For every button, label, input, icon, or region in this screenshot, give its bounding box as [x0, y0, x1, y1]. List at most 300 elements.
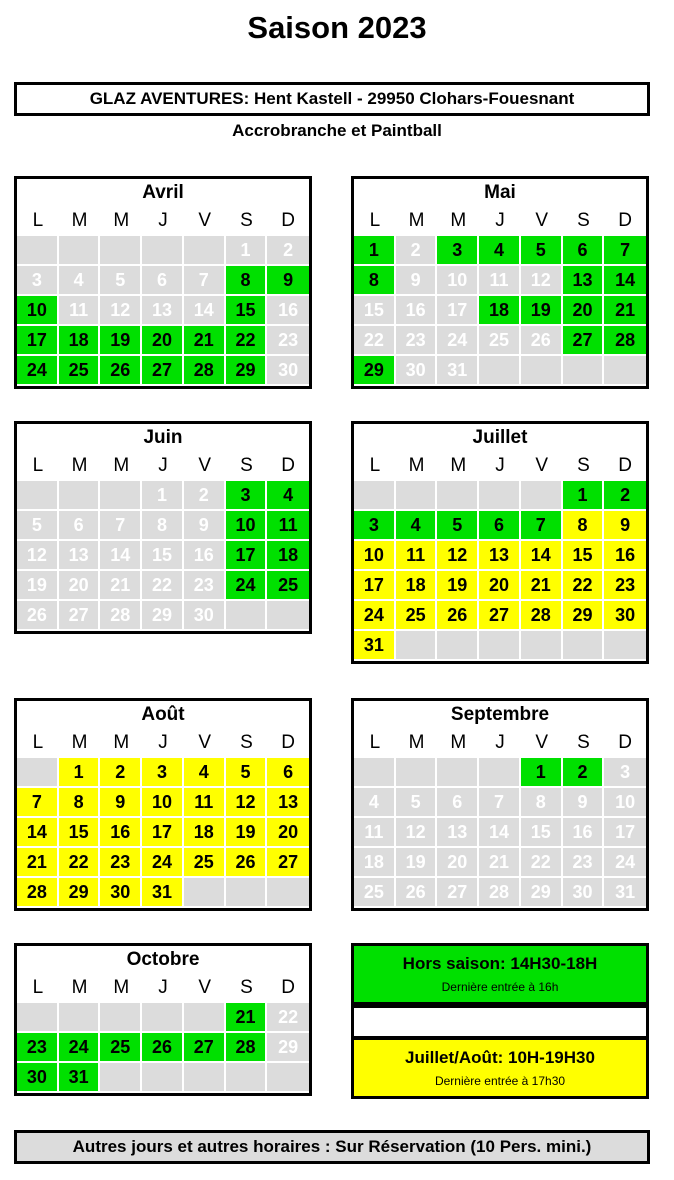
day-cell: 13 [267, 788, 309, 818]
month-calendar-april [14, 176, 312, 389]
day-cell: 10 [437, 266, 479, 296]
day-cell: 13 [437, 818, 479, 848]
day-cell [563, 631, 605, 661]
week-row [354, 848, 646, 878]
weekday-label: V [198, 210, 212, 231]
weekday-label: J [158, 210, 168, 231]
weekday-label: M [450, 732, 467, 753]
day-cell: 28 [479, 878, 521, 908]
week-row [17, 326, 309, 356]
legend-summer-last-entry: Dernière entrée à 17h30 [434, 1074, 566, 1088]
day-cell: 19 [100, 326, 142, 356]
week-row [17, 571, 309, 601]
day-cell: 9 [100, 788, 142, 818]
day-cell: 8 [226, 266, 268, 296]
day-cell: 26 [226, 848, 268, 878]
day-cell: 3 [354, 511, 396, 541]
day-cell: 11 [479, 266, 521, 296]
day-cell: 28 [521, 601, 563, 631]
weekday-label: M [71, 455, 88, 476]
day-cell [521, 481, 563, 511]
weekday-label: V [535, 210, 549, 231]
day-cell: 9 [563, 788, 605, 818]
day-cell: 1 [354, 236, 396, 266]
day-cell: 3 [17, 266, 59, 296]
day-cell: 31 [142, 878, 184, 908]
day-cell: 5 [396, 788, 438, 818]
week-row [354, 571, 646, 601]
legend-summer [351, 1037, 649, 1099]
day-cell: 12 [437, 541, 479, 571]
week-row [17, 236, 309, 266]
day-cell: 22 [267, 1003, 309, 1033]
day-cell [142, 236, 184, 266]
day-cell: 6 [563, 236, 605, 266]
weekday-label: V [535, 732, 549, 753]
day-cell: 4 [396, 511, 438, 541]
week-row [354, 758, 646, 788]
day-cell: 8 [354, 266, 396, 296]
weekday-label: S [577, 455, 590, 476]
day-cell: 10 [354, 541, 396, 571]
day-cell: 19 [226, 818, 268, 848]
month-calendar-october [14, 943, 312, 1096]
day-cell: 21 [226, 1003, 268, 1033]
reservation-note: Autres jours et autres horaires : Sur Réservation (10 Pers. mini.) [14, 1130, 650, 1164]
day-cell: 18 [354, 848, 396, 878]
day-cell: 28 [17, 878, 59, 908]
weekday-label: L [32, 977, 44, 998]
day-cell: 4 [59, 266, 101, 296]
weekday-header [17, 728, 309, 758]
legend-off-season [351, 943, 649, 1005]
day-cell [396, 481, 438, 511]
day-cell: 25 [100, 1033, 142, 1063]
day-cell [354, 481, 396, 511]
day-cell: 16 [563, 818, 605, 848]
day-cell: 24 [59, 1033, 101, 1063]
week-row [354, 818, 646, 848]
day-cell: 25 [59, 356, 101, 386]
day-cell: 6 [59, 511, 101, 541]
week-row [354, 326, 646, 356]
day-cell: 2 [563, 758, 605, 788]
weekday-label: M [113, 732, 130, 753]
weekday-label: J [495, 455, 505, 476]
day-cell: 21 [184, 326, 226, 356]
day-cell: 25 [396, 601, 438, 631]
day-cell: 12 [17, 541, 59, 571]
day-cell: 5 [437, 511, 479, 541]
day-cell: 3 [226, 481, 268, 511]
day-cell [100, 481, 142, 511]
day-cell: 2 [267, 236, 309, 266]
day-cell: 25 [184, 848, 226, 878]
day-cell [437, 631, 479, 661]
day-cell: 12 [226, 788, 268, 818]
month-calendar-june [14, 421, 312, 634]
weekday-label: M [450, 210, 467, 231]
day-cell: 28 [184, 356, 226, 386]
day-cell: 9 [604, 511, 646, 541]
day-cell: 8 [59, 788, 101, 818]
weekday-label: D [281, 210, 296, 231]
day-cell: 18 [267, 541, 309, 571]
weekday-label: M [408, 455, 425, 476]
day-cell: 19 [437, 571, 479, 601]
day-cell: 28 [604, 326, 646, 356]
day-cell: 20 [59, 571, 101, 601]
week-row [17, 848, 309, 878]
activities-subtitle: Accrobranche et Paintball [232, 121, 442, 140]
day-cell: 17 [437, 296, 479, 326]
week-row [17, 511, 309, 541]
day-cell: 2 [396, 236, 438, 266]
day-cell: 21 [479, 848, 521, 878]
month-calendar-july [351, 421, 649, 664]
day-cell: 11 [267, 511, 309, 541]
day-cell [184, 878, 226, 908]
week-row [354, 631, 646, 661]
day-cell: 22 [59, 848, 101, 878]
day-cell: 1 [521, 758, 563, 788]
weekday-label: M [408, 210, 425, 231]
weekday-label: D [281, 732, 296, 753]
weekday-header [17, 451, 309, 481]
weekday-label: J [158, 455, 168, 476]
day-cell: 7 [184, 266, 226, 296]
month-name: Septembre [450, 704, 550, 725]
weekday-label: S [240, 210, 253, 231]
week-row [354, 356, 646, 386]
day-cell: 9 [267, 266, 309, 296]
day-cell: 4 [479, 236, 521, 266]
month-name: Octobre [126, 949, 200, 970]
day-cell: 29 [354, 356, 396, 386]
weekday-header [17, 206, 309, 236]
day-cell: 6 [479, 511, 521, 541]
day-cell: 3 [437, 236, 479, 266]
week-row [354, 266, 646, 296]
day-cell: 10 [604, 788, 646, 818]
day-cell [267, 878, 309, 908]
day-cell: 11 [59, 296, 101, 326]
week-row [17, 1033, 309, 1063]
legend-off-season-last-entry: Dernière entrée à 16h [441, 980, 559, 994]
week-row [354, 481, 646, 511]
weekday-label: M [71, 977, 88, 998]
weekday-label: S [577, 732, 590, 753]
day-cell: 24 [226, 571, 268, 601]
weekday-label: M [408, 732, 425, 753]
legend-spacer [351, 1005, 649, 1039]
weekday-label: V [535, 455, 549, 476]
week-row [17, 1063, 309, 1093]
month-name: Juin [143, 427, 183, 448]
day-cell: 25 [267, 571, 309, 601]
day-cell: 11 [396, 541, 438, 571]
day-cell: 9 [184, 511, 226, 541]
weekday-label: V [198, 977, 212, 998]
week-row [17, 1003, 309, 1033]
day-cell: 23 [100, 848, 142, 878]
page-title: Saison 2023 [247, 10, 427, 45]
day-cell: 13 [59, 541, 101, 571]
month-name: Août [141, 704, 185, 725]
weekday-header [17, 973, 309, 1003]
day-cell [100, 1003, 142, 1033]
day-cell: 26 [142, 1033, 184, 1063]
day-cell: 24 [604, 848, 646, 878]
day-cell: 19 [396, 848, 438, 878]
day-cell: 12 [100, 296, 142, 326]
day-cell: 23 [184, 571, 226, 601]
day-cell [17, 236, 59, 266]
day-cell [437, 481, 479, 511]
day-cell: 29 [267, 1033, 309, 1063]
day-cell: 8 [142, 511, 184, 541]
day-cell: 17 [17, 326, 59, 356]
day-cell [479, 481, 521, 511]
day-cell [226, 1063, 268, 1093]
day-cell [521, 631, 563, 661]
day-cell: 15 [563, 541, 605, 571]
weekday-label: V [198, 455, 212, 476]
day-cell: 22 [142, 571, 184, 601]
day-cell: 6 [437, 788, 479, 818]
day-cell: 5 [100, 266, 142, 296]
week-row [17, 356, 309, 386]
weekday-label: D [618, 732, 633, 753]
day-cell: 22 [226, 326, 268, 356]
day-cell: 6 [142, 266, 184, 296]
weekday-label: D [281, 977, 296, 998]
weekday-label: M [113, 455, 130, 476]
day-cell: 5 [226, 758, 268, 788]
month-calendar-september [351, 698, 649, 911]
day-cell: 11 [354, 818, 396, 848]
weekday-header [354, 206, 646, 236]
day-cell [354, 758, 396, 788]
day-cell: 28 [100, 601, 142, 631]
weekday-label: M [71, 210, 88, 231]
day-cell [396, 631, 438, 661]
weekday-label: J [158, 977, 168, 998]
day-cell: 13 [479, 541, 521, 571]
week-row [17, 878, 309, 908]
day-cell: 21 [521, 571, 563, 601]
month-name: Avril [142, 182, 184, 203]
day-cell: 29 [59, 878, 101, 908]
day-cell: 16 [396, 296, 438, 326]
weekday-label: S [240, 977, 253, 998]
week-row [17, 266, 309, 296]
day-cell [563, 356, 605, 386]
day-cell: 20 [142, 326, 184, 356]
day-cell: 7 [479, 788, 521, 818]
day-cell [226, 601, 268, 631]
weekday-label: D [281, 455, 296, 476]
day-cell: 17 [142, 818, 184, 848]
day-cell: 3 [142, 758, 184, 788]
day-cell [267, 601, 309, 631]
month-calendar-may [351, 176, 649, 389]
day-cell: 14 [17, 818, 59, 848]
week-row [17, 601, 309, 631]
day-cell: 26 [521, 326, 563, 356]
day-cell: 25 [354, 878, 396, 908]
day-cell: 7 [17, 788, 59, 818]
day-cell: 22 [521, 848, 563, 878]
day-cell [142, 1003, 184, 1033]
day-cell: 20 [437, 848, 479, 878]
day-cell: 4 [184, 758, 226, 788]
weekday-label: S [240, 455, 253, 476]
legend-summer-hours: Juillet/Août: 10H-19H30 [405, 1048, 595, 1067]
day-cell: 17 [226, 541, 268, 571]
day-cell [184, 1003, 226, 1033]
day-cell: 31 [354, 631, 396, 661]
weekday-label: M [113, 210, 130, 231]
day-cell: 12 [396, 818, 438, 848]
day-cell: 23 [604, 571, 646, 601]
day-cell: 27 [59, 601, 101, 631]
day-cell: 12 [521, 266, 563, 296]
day-cell: 27 [267, 848, 309, 878]
day-cell [184, 1063, 226, 1093]
day-cell [604, 631, 646, 661]
day-cell: 1 [59, 758, 101, 788]
day-cell [100, 1063, 142, 1093]
week-row [17, 481, 309, 511]
day-cell: 23 [396, 326, 438, 356]
day-cell: 8 [521, 788, 563, 818]
day-cell: 1 [142, 481, 184, 511]
day-cell: 21 [100, 571, 142, 601]
day-cell: 31 [437, 356, 479, 386]
day-cell: 15 [226, 296, 268, 326]
weekday-header [354, 728, 646, 758]
day-cell [479, 758, 521, 788]
day-cell: 7 [100, 511, 142, 541]
day-cell: 29 [226, 356, 268, 386]
day-cell: 7 [521, 511, 563, 541]
weekday-label: L [32, 732, 44, 753]
day-cell [396, 758, 438, 788]
week-row [17, 758, 309, 788]
day-cell: 19 [17, 571, 59, 601]
week-row [354, 296, 646, 326]
day-cell: 2 [604, 481, 646, 511]
day-cell: 2 [100, 758, 142, 788]
day-cell: 23 [17, 1033, 59, 1063]
day-cell: 18 [59, 326, 101, 356]
day-cell: 26 [396, 878, 438, 908]
day-cell: 13 [142, 296, 184, 326]
day-cell: 22 [563, 571, 605, 601]
week-row [354, 541, 646, 571]
day-cell: 29 [563, 601, 605, 631]
day-cell: 18 [479, 296, 521, 326]
day-cell: 27 [184, 1033, 226, 1063]
weekday-header [354, 451, 646, 481]
day-cell: 5 [521, 236, 563, 266]
day-cell: 9 [396, 266, 438, 296]
month-name: Mai [484, 182, 516, 203]
weekday-label: J [158, 732, 168, 753]
day-cell: 23 [563, 848, 605, 878]
day-cell: 15 [354, 296, 396, 326]
day-cell [142, 1063, 184, 1093]
day-cell: 28 [226, 1033, 268, 1063]
day-cell: 26 [100, 356, 142, 386]
weekday-label: M [113, 977, 130, 998]
day-cell: 21 [604, 296, 646, 326]
day-cell [59, 481, 101, 511]
day-cell: 16 [604, 541, 646, 571]
day-cell: 8 [563, 511, 605, 541]
month-calendar-august [14, 698, 312, 911]
day-cell [59, 1003, 101, 1033]
week-row [17, 541, 309, 571]
day-cell: 24 [437, 326, 479, 356]
day-cell: 24 [142, 848, 184, 878]
weekday-label: M [450, 455, 467, 476]
week-row [354, 788, 646, 818]
week-row [17, 788, 309, 818]
month-name: Juillet [472, 427, 528, 448]
weekday-label: D [618, 455, 633, 476]
weekday-label: L [32, 210, 44, 231]
day-cell: 15 [59, 818, 101, 848]
day-cell: 30 [396, 356, 438, 386]
day-cell: 30 [100, 878, 142, 908]
day-cell: 22 [354, 326, 396, 356]
day-cell: 13 [563, 266, 605, 296]
day-cell: 31 [59, 1063, 101, 1093]
day-cell: 27 [479, 601, 521, 631]
weekday-label: D [618, 210, 633, 231]
day-cell: 23 [267, 326, 309, 356]
day-cell: 15 [142, 541, 184, 571]
day-cell: 20 [479, 571, 521, 601]
day-cell [59, 236, 101, 266]
day-cell [604, 356, 646, 386]
day-cell: 17 [354, 571, 396, 601]
weekday-label: J [495, 732, 505, 753]
weekday-label: S [240, 732, 253, 753]
weekday-label: S [577, 210, 590, 231]
day-cell: 4 [354, 788, 396, 818]
weekday-label: L [32, 455, 44, 476]
day-cell: 29 [521, 878, 563, 908]
day-cell [479, 631, 521, 661]
day-cell: 30 [604, 601, 646, 631]
day-cell [226, 878, 268, 908]
day-cell: 30 [563, 878, 605, 908]
day-cell [521, 356, 563, 386]
week-row [354, 236, 646, 266]
week-row [354, 601, 646, 631]
weekday-label: L [369, 732, 381, 753]
weekday-label: V [198, 732, 212, 753]
day-cell: 10 [226, 511, 268, 541]
day-cell [267, 1063, 309, 1093]
day-cell: 1 [226, 236, 268, 266]
day-cell: 30 [17, 1063, 59, 1093]
week-row [17, 296, 309, 326]
day-cell: 24 [354, 601, 396, 631]
